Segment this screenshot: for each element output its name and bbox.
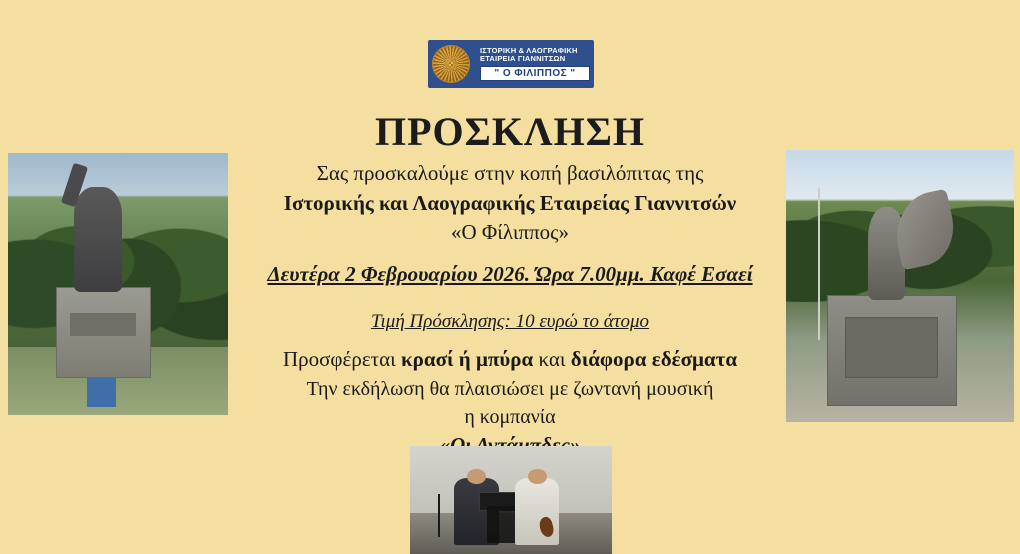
invitation-text xyxy=(228,160,792,462)
vergina-sun-icon xyxy=(432,45,470,83)
relief-shape xyxy=(845,317,938,379)
head-shape xyxy=(467,469,486,484)
offering-line xyxy=(228,346,792,374)
plaque-shape xyxy=(70,313,136,337)
logo-line-2: ΕΤΑΙΡΕΙΑ ΓΙΑΝΝΙΤΣΩΝ xyxy=(480,54,566,64)
head-shape xyxy=(528,469,547,484)
photo-victory-statue xyxy=(786,150,1014,422)
microphone-stand-shape xyxy=(438,494,440,537)
society-logo xyxy=(428,40,594,88)
flagpole-shape xyxy=(818,188,820,340)
statue-shape xyxy=(74,187,122,292)
offering-prefix: Προσφέρεται xyxy=(282,346,401,371)
music-line-1: Την εκδήλωση θα πλαισιώσει με ζωντανή μουσική xyxy=(306,377,714,400)
invite-intro-line: Σας προσκαλούμε στην κοπή βασιλόπιτας της xyxy=(316,161,704,185)
datetime-venue-line: Δευτέρα 2 Φεβρουαρίου 2026. Ώρα 7.00μμ. Καφέ Εσαεί xyxy=(267,262,753,287)
philip-coin-icon xyxy=(428,41,476,87)
photo-left-scene xyxy=(8,153,228,415)
price-line: Τιμή Πρόσκλησης: 10 ευρώ το άτομο xyxy=(370,310,650,332)
offering-food: διάφορα εδέσματα xyxy=(570,346,738,371)
offering-middle: και xyxy=(533,346,571,371)
logo-line-1: ΙΣΤΟΡΙΚΗ & ΛΑΟΓΡΑΦΙΚΗ xyxy=(480,45,578,55)
logo-line-3: " Ο ΦΙΛΙΠΠΟΣ " xyxy=(480,66,590,82)
photo-bottom-scene xyxy=(410,446,612,554)
music-line-2: η κομπανία xyxy=(464,406,556,429)
music-stand-shape xyxy=(487,506,517,543)
guitar-shape xyxy=(538,516,556,539)
photo-philip-statue xyxy=(8,153,228,415)
logo-text-block xyxy=(476,47,594,82)
musician-two-shape xyxy=(515,478,559,545)
organization-name-line: «Ο Φίλιππος» xyxy=(450,220,569,245)
photo-right-scene xyxy=(786,150,1014,422)
photo-musicians xyxy=(410,446,612,554)
organization-line: Ιστορικής και Λαογραφικής Εταιρείας Γιαννιτσών xyxy=(283,190,737,215)
page-title: ΠΡΟΣΚΛΗΣΗ xyxy=(375,109,645,154)
blue-box-shape xyxy=(87,378,116,407)
offering-drinks: κρασί ή μπύρα xyxy=(400,346,534,371)
